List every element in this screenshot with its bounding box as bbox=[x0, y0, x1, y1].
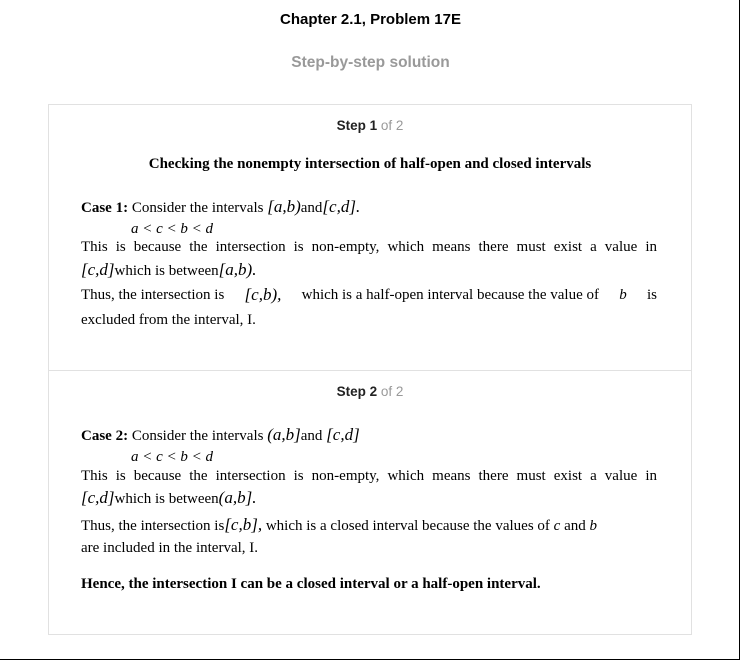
step-2-para-2-interval: [c,b], bbox=[224, 515, 263, 534]
conclusion: Hence, the intersection I can be a closed interval or a half-open interval. bbox=[81, 576, 541, 592]
step-2-para-2-var-c: c bbox=[553, 518, 561, 534]
step-2-para-2-line-1 bbox=[81, 515, 597, 535]
step-1-interval-b: [a,b). bbox=[218, 260, 257, 279]
step-1-para-2-end: is bbox=[646, 287, 657, 303]
case-2-conj: and bbox=[300, 428, 323, 444]
step-2-para-2-rest: which is a closed interval because the values of bbox=[265, 518, 550, 534]
step-1-count: of 2 bbox=[380, 118, 404, 133]
case-2-label: Case 2: bbox=[81, 428, 129, 444]
solution-subtitle: Step-by-step solution bbox=[291, 54, 450, 71]
case-1-inequality: a < c < b < d bbox=[131, 221, 214, 237]
step-1-interval-a: [c,d] bbox=[81, 260, 115, 279]
case-1-conj: and bbox=[300, 200, 323, 216]
step-1-label: Step 1 bbox=[336, 118, 378, 133]
step-1-para-2-line-2: excluded from the interval, I. bbox=[81, 312, 256, 328]
step-2-header bbox=[48, 384, 692, 399]
step-2-count: of 2 bbox=[380, 384, 404, 399]
step-divider bbox=[48, 370, 692, 371]
case-2-line bbox=[81, 425, 360, 445]
step-1-header bbox=[48, 118, 692, 133]
step-2-interval-b: (a,b]. bbox=[218, 488, 257, 507]
step-2-para-1-line-1: This is because the intersection is non-empty, which means there must exist a value in bbox=[81, 468, 657, 484]
step-2-interval-a: [c,d] bbox=[81, 488, 115, 507]
case-1-interval-1: [a,b) bbox=[267, 197, 301, 216]
case-2-text: Consider the intervals bbox=[131, 428, 264, 444]
step-2-para-2-lead: Thus, the intersection is bbox=[81, 518, 225, 534]
step-2-middle: which is between bbox=[114, 491, 219, 507]
case-2-inequality: a < c < b < d bbox=[131, 449, 214, 465]
case-1-text: Consider the intervals bbox=[131, 200, 264, 216]
step-1-para-1-line-2 bbox=[81, 260, 256, 280]
chapter-title: Chapter 2.1, Problem 17E bbox=[280, 11, 461, 28]
step-1-para-2-lead: Thus, the intersection is bbox=[81, 287, 225, 303]
step-2-label: Step 2 bbox=[336, 384, 378, 399]
step-2-para-2-and: and bbox=[564, 518, 586, 534]
step-1-para-2-rest: which is a half-open interval because the value of bbox=[301, 287, 599, 303]
step-2-para-1-line-2 bbox=[81, 488, 256, 508]
step-1-heading: Checking the nonempty intersection of half-open and closed intervals bbox=[148, 156, 592, 172]
step-1-middle: which is between bbox=[114, 263, 219, 279]
step-1-para-1-line-1: This is because the intersection is non-empty, which means there must exist a value in bbox=[81, 239, 657, 255]
case-2-interval-2: [c,d] bbox=[326, 425, 360, 444]
case-1-line bbox=[81, 197, 360, 217]
step-1-para-2-interval: [c,b), bbox=[244, 285, 282, 304]
case-1-interval-2: [c,d]. bbox=[322, 197, 361, 216]
step-2-para-2-line-2: are included in the interval, I. bbox=[81, 540, 259, 556]
case-2-interval-1: (a,b] bbox=[267, 425, 301, 444]
step-1-para-2-var: b bbox=[619, 287, 627, 303]
case-1-label: Case 1: bbox=[81, 200, 129, 216]
step-1-para-2-line-1 bbox=[81, 287, 657, 305]
step-2-para-2-var-b: b bbox=[589, 518, 597, 534]
